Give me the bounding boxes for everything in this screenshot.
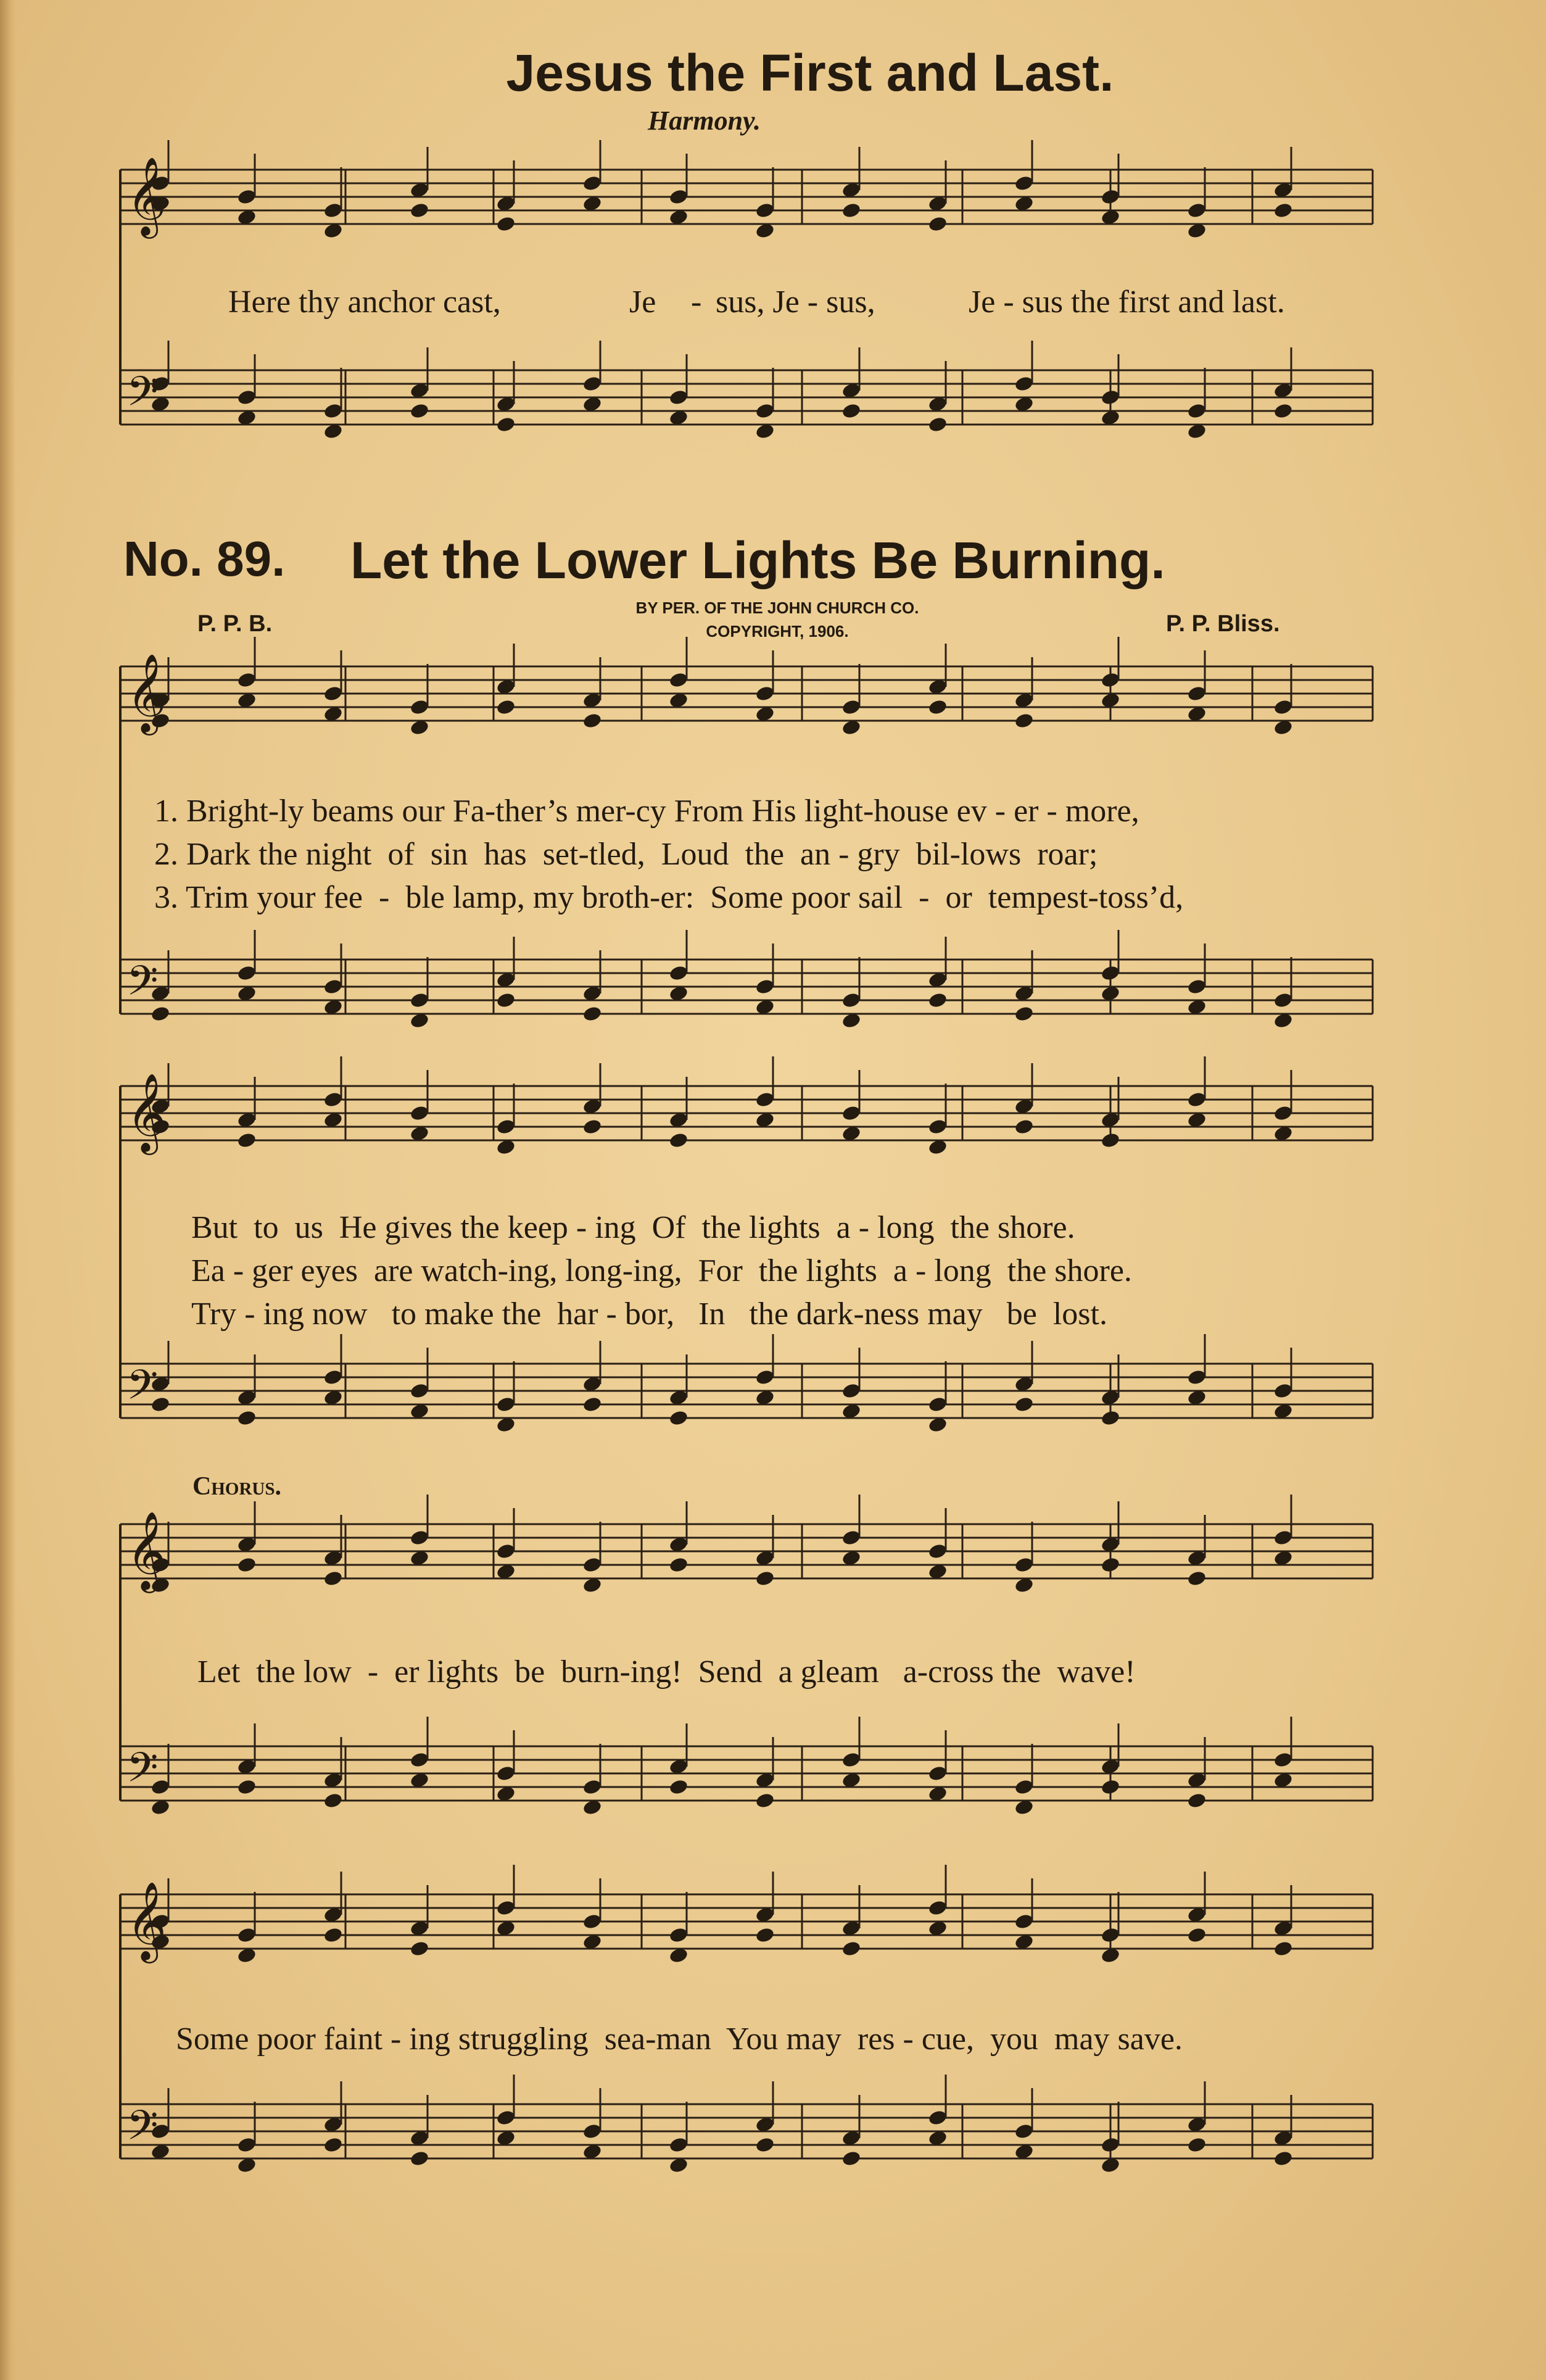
note-head	[927, 215, 948, 233]
note-head	[841, 402, 861, 420]
note-head	[409, 202, 429, 219]
note-head	[1014, 712, 1034, 729]
note-head	[236, 1556, 257, 1574]
note-head	[236, 1409, 257, 1427]
note-head	[754, 1926, 775, 1944]
note-head	[927, 992, 948, 1009]
note-head	[236, 1132, 257, 1149]
verse3-line1: 3. Trim your fee - ble lamp, my broth-er: Some poor sail - or tempest-toss’d,	[154, 880, 1184, 915]
note-head	[1186, 2136, 1207, 2154]
treble-clef-icon: 𝄞	[126, 156, 167, 235]
hymn-top-title: Jesus the First and Last.	[506, 44, 1114, 102]
treble-clef-icon: 𝄞	[126, 1072, 167, 1151]
note-head	[1100, 1778, 1120, 1796]
bass-clef-icon: 𝄢	[126, 1744, 159, 1801]
note-head	[668, 1132, 688, 1149]
note-head	[1014, 1118, 1034, 1135]
permission-credit: BY PER. OF THE JOHN CHURCH CO.	[635, 599, 919, 617]
note-head	[841, 1940, 861, 1957]
note-head	[1014, 1396, 1034, 1413]
note-head	[1273, 202, 1293, 219]
chorus-line1: Let the low - er lights be burn-ing! Send a gleam a-cross the wave!	[197, 1654, 1136, 1690]
treble-clef-icon: 𝄞	[126, 653, 167, 732]
hymn-top-lyric-4: sus, Je - sus,	[716, 284, 875, 320]
hymn-title: Let the Lower Lights Be Burning.	[350, 531, 1165, 589]
note-head	[409, 402, 429, 420]
chorus-line2: Some poor faint - ing struggling sea-man You may res - cue, you may save.	[176, 2021, 1183, 2057]
verse1-line2: But to us He gives the keep - ing Of the lights a - long the shore.	[191, 1210, 1075, 1245]
note-head	[927, 699, 948, 716]
note-head	[495, 215, 516, 233]
note-head	[668, 1556, 688, 1574]
hymn-top-lyric-3: -	[691, 284, 702, 320]
treble-clef-icon: 𝄞	[126, 1881, 167, 1960]
note-head	[668, 1778, 688, 1796]
note-head	[495, 416, 516, 433]
note-head	[1100, 1409, 1120, 1427]
verse2-line2: Ea - ger eyes are watch-ing, long-ing, For the lights a - long the shore.	[191, 1253, 1132, 1288]
note-head	[495, 992, 516, 1009]
verse2-line1: 2. Dark the night of sin has set-tled, Loud the an - gry bil-lows roar;	[154, 837, 1098, 872]
note-head	[754, 2136, 775, 2154]
note-head	[236, 1778, 257, 1796]
hymn-number: No. 89.	[123, 531, 286, 586]
hymn-top-lyric-5: Je - sus the first and last.	[969, 284, 1285, 320]
copyright-credit: COPYRIGHT, 1906.	[706, 622, 849, 641]
note-head	[841, 2150, 861, 2167]
bass-clef-icon: 𝄢	[126, 368, 159, 425]
verse1-line1: 1. Bright-ly beams our Fa-ther’s mer-cy From His light-house ev - er - more,	[154, 794, 1139, 829]
bass-clef-icon: 𝄢	[126, 1361, 159, 1419]
note-head	[409, 1940, 429, 1957]
note-head	[582, 1396, 602, 1413]
verse3-line2: Try - ing now to make the har - bor, In the dark-ness may be lost.	[191, 1296, 1107, 1332]
note-head	[1273, 1940, 1293, 1957]
note-head	[1273, 402, 1293, 420]
chorus-label: Chorus.	[192, 1472, 281, 1501]
note-head	[1186, 1570, 1207, 1587]
note-head	[323, 1570, 343, 1587]
note-head	[1186, 1792, 1207, 1809]
note-head	[323, 1792, 343, 1809]
note-head	[1014, 1005, 1034, 1022]
bass-clef-icon: 𝄢	[126, 2102, 159, 2159]
words-credit: P. P. B.	[197, 611, 273, 637]
note-head	[495, 699, 516, 716]
note-head	[1100, 1132, 1120, 1149]
note-head	[1100, 1556, 1120, 1574]
note-head	[1273, 2150, 1293, 2167]
treble-clef-icon: 𝄞	[126, 1511, 167, 1590]
bass-clef-icon: 𝄢	[126, 957, 159, 1014]
note-head	[582, 712, 602, 729]
music-credit: P. P. Bliss.	[1166, 611, 1280, 637]
note-head	[754, 1792, 775, 1809]
note-head	[409, 2150, 429, 2167]
note-head	[841, 202, 861, 219]
note-head	[927, 416, 948, 433]
note-head	[582, 1118, 602, 1135]
note-head	[668, 1409, 688, 1427]
note-head	[582, 1005, 602, 1022]
note-head	[754, 1570, 775, 1587]
note-head	[1186, 1926, 1207, 1944]
hymn-top-lyric-1: Here thy anchor cast,	[228, 284, 501, 320]
note-head	[323, 1926, 343, 1944]
hymn-top-lyric-2: Je	[629, 284, 656, 320]
note-head	[323, 2136, 343, 2154]
hymn-top-subtitle: Harmony.	[648, 106, 761, 136]
